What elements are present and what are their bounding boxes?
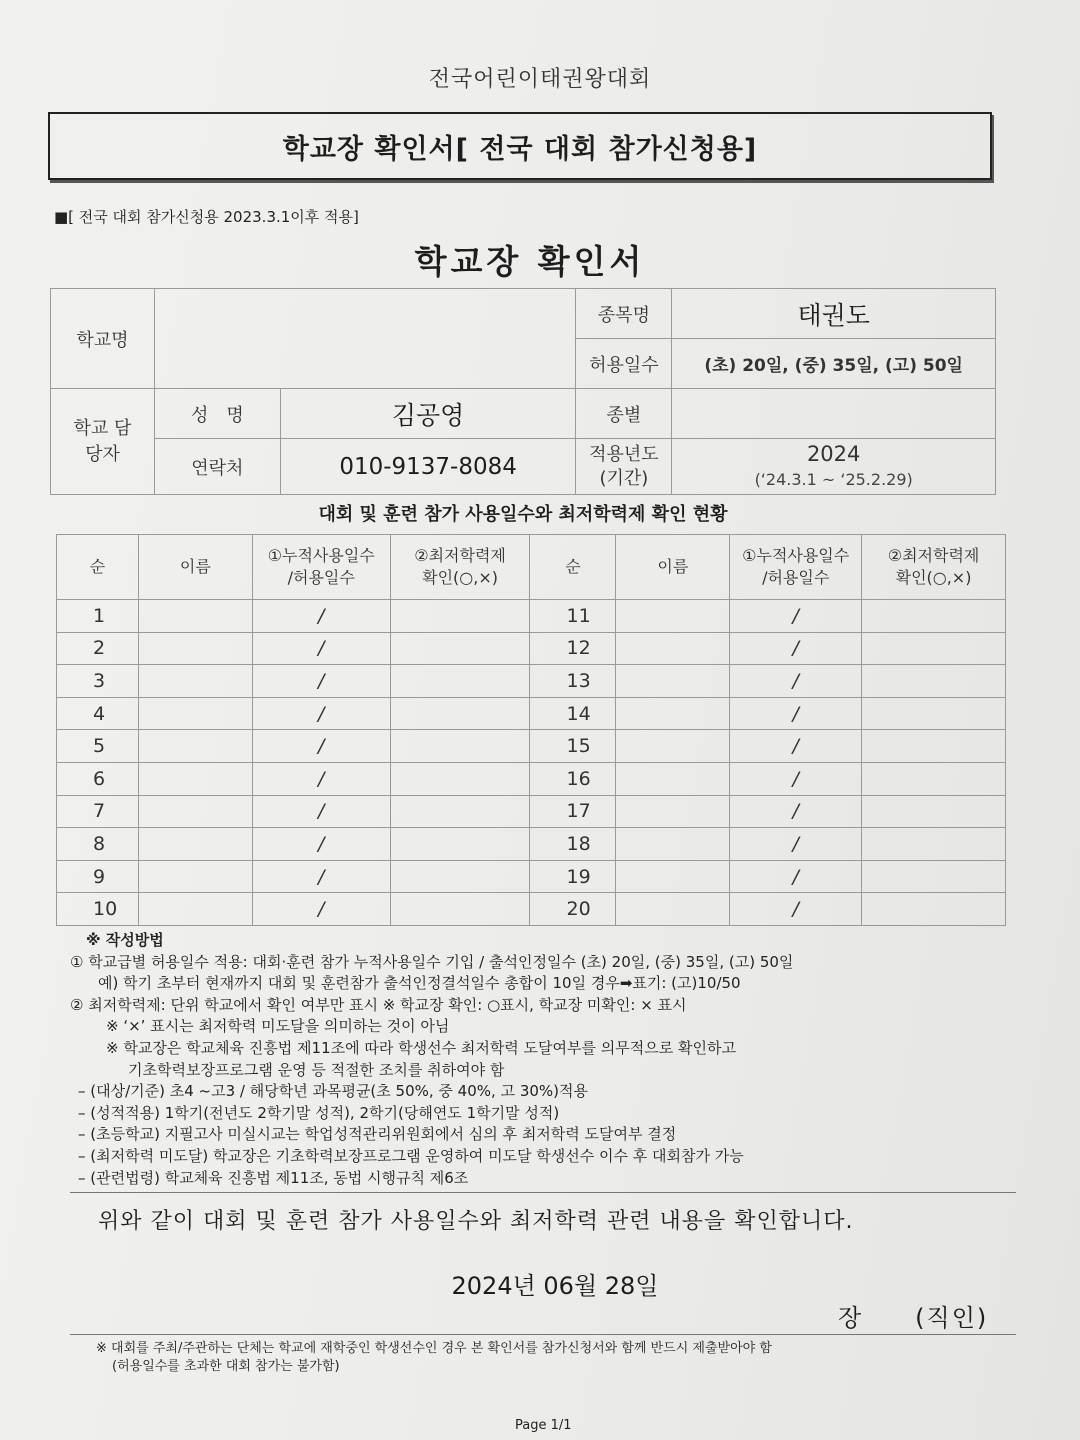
row-name-field-right[interactable] xyxy=(616,697,730,730)
row-seq-right: 12 xyxy=(530,632,616,665)
row-seq-right: 16 xyxy=(530,762,616,795)
manager-label: 학교 담당자 xyxy=(51,389,155,495)
row-check-field[interactable] xyxy=(390,600,530,633)
form-title-box xyxy=(48,112,992,180)
table-row xyxy=(57,860,1006,893)
col-check-header-right-line2: 확인(○,×) xyxy=(895,568,972,587)
row-name-field-right[interactable] xyxy=(616,600,730,633)
row-seq: 6 xyxy=(57,762,139,795)
footnote xyxy=(96,1340,1016,1376)
participation-table xyxy=(56,534,1006,926)
table-header-row xyxy=(57,535,1006,600)
apply-year-period: (‘24.3.1 ~ ‘25.2.29) xyxy=(754,469,913,489)
table-row xyxy=(57,600,1006,633)
row-seq: 1 xyxy=(57,600,139,633)
col-days-header-right-line2: /허용일수 xyxy=(762,568,830,587)
col-seq-header-right: 순 xyxy=(530,535,616,600)
row-days-field-right[interactable]: / xyxy=(730,697,862,730)
row-name-field-right[interactable] xyxy=(616,795,730,828)
row-name-field-right[interactable] xyxy=(616,762,730,795)
person-name-label: 성 명 xyxy=(154,389,280,439)
row-name-field-right[interactable] xyxy=(616,828,730,861)
row-seq: 10 xyxy=(57,893,139,926)
row-name-field[interactable] xyxy=(138,600,252,633)
instruction-line: – (관련법령) 학교체육 진흥법 제11조, 동법 시행규칙 제6조 xyxy=(78,1168,469,1187)
row-days-field-right[interactable]: / xyxy=(730,893,862,926)
col-check-header-line1: ②최저학력제 xyxy=(414,546,506,565)
row-seq-right: 18 xyxy=(530,828,616,861)
contact-label: 연락처 xyxy=(154,439,280,495)
school-name-label: 학교명 xyxy=(51,289,155,389)
instruction-line: ※ ‘×’ 표시는 최저학력 미도달을 의미하는 것이 아님 xyxy=(106,1017,450,1036)
table-row xyxy=(57,730,1006,763)
row-name-field-right[interactable] xyxy=(616,665,730,698)
col-days-header-line1: ①누적사용일수 xyxy=(267,546,375,565)
row-days-field[interactable]: / xyxy=(252,860,390,893)
instruction-line: – (대상/기준) 초4 ~고3 / 해당학년 과목평균(초 50%, 중 40%, 고 30%)적용 xyxy=(78,1082,588,1101)
col-check-header xyxy=(390,535,530,600)
divider xyxy=(70,1192,1016,1193)
table-row xyxy=(57,828,1006,861)
row-check-field-right[interactable] xyxy=(862,730,1006,763)
row-seq: 3 xyxy=(57,665,139,698)
row-days-field[interactable]: / xyxy=(252,665,390,698)
row-name-field[interactable] xyxy=(138,697,252,730)
row-name-field-right[interactable] xyxy=(616,893,730,926)
row-days-field[interactable]: / xyxy=(252,795,390,828)
table-row xyxy=(57,893,1006,926)
contact-value: 010-9137-8084 xyxy=(280,439,576,495)
section-title: 대회 및 훈련 참가 사용일수와 최저학력제 확인 현황 xyxy=(318,504,728,525)
row-check-field[interactable] xyxy=(390,665,530,698)
row-check-field-right[interactable] xyxy=(862,762,1006,795)
row-check-field-right[interactable] xyxy=(862,860,1006,893)
page-number: Page 1/1 xyxy=(515,1418,572,1433)
person-name-value: 김공영 xyxy=(280,389,576,439)
event-value: 태권도 xyxy=(672,289,996,339)
document-title: 학교장 확인서 xyxy=(414,242,646,281)
school-name-field[interactable] xyxy=(154,289,576,389)
row-seq: 8 xyxy=(57,828,139,861)
row-check-field-right[interactable] xyxy=(862,795,1006,828)
col-name-header: 이름 xyxy=(138,535,252,600)
row-days-field-right[interactable]: / xyxy=(730,632,862,665)
col-check-header-right-line1: ②최저학력제 xyxy=(887,546,980,565)
row-days-field[interactable]: / xyxy=(252,730,390,763)
apply-year-value: 2024 xyxy=(806,441,861,466)
row-seq: 2 xyxy=(57,632,139,665)
col-days-header-line2: /허용일수 xyxy=(287,568,355,587)
organization-name: 전국어린이태권왕대회 xyxy=(428,67,652,92)
row-days-field[interactable]: / xyxy=(252,828,390,861)
row-days-field-right[interactable]: / xyxy=(730,828,862,861)
table-row xyxy=(57,632,1006,665)
allowed-days-value: (초) 20일, (중) 35일, (고) 50일 xyxy=(672,339,996,389)
footnote-line: ※ 대회를 주최/주관하는 단체는 학교에 재학중인 학생선수인 경우 본 확인서를 참가신청서와 함께 반드시 제출받아야 함 xyxy=(96,1341,772,1356)
row-days-field-right[interactable]: / xyxy=(730,665,862,698)
instruction-line: 예) 학기 초부터 현재까지 대회 및 훈련참가 출석인정결석일수 총합이 10일 경우➡표기: (고)10/50 xyxy=(98,974,741,993)
row-days-field[interactable]: / xyxy=(252,632,390,665)
row-check-field[interactable] xyxy=(390,828,530,861)
row-check-field[interactable] xyxy=(390,730,530,763)
row-seq: 7 xyxy=(57,795,139,828)
allowed-days-label: 허용일수 xyxy=(576,339,672,389)
instructions-title: ※ 작성방법 xyxy=(86,931,164,949)
row-seq-right: 19 xyxy=(530,860,616,893)
info-table xyxy=(50,288,996,495)
row-days-field-right[interactable]: / xyxy=(730,795,862,828)
apply-year-cell xyxy=(672,439,996,495)
row-days-field[interactable]: / xyxy=(252,762,390,795)
row-days-field-right[interactable]: / xyxy=(730,762,862,795)
row-check-field-right[interactable] xyxy=(862,828,1006,861)
row-days-field-right[interactable]: / xyxy=(730,600,862,633)
row-seq-right: 14 xyxy=(530,697,616,730)
row-check-field[interactable] xyxy=(390,697,530,730)
table-row xyxy=(57,762,1006,795)
col-seq-header: 순 xyxy=(57,535,139,600)
instruction-line: – (성적적용) 1학기(전년도 2학기말 성적), 2학기(당해연도 1학기말 성적) xyxy=(78,1103,560,1122)
row-name-field-right[interactable] xyxy=(616,860,730,893)
row-name-field-right[interactable] xyxy=(616,730,730,763)
row-check-field[interactable] xyxy=(390,762,530,795)
row-seq: 9 xyxy=(57,860,139,893)
instruction-line: ※ 학교장은 학교체육 진흥법 제11조에 따라 학생선수 최저학력 도달여부를 의무적으로 확인하고 xyxy=(106,1038,736,1057)
row-seq-right: 17 xyxy=(530,795,616,828)
col-check-header-right xyxy=(862,535,1006,600)
row-name-field[interactable] xyxy=(138,795,252,828)
table-row xyxy=(57,697,1006,730)
instruction-line: ① 학교급별 허용일수 적용: 대회·훈련 참가 누적사용일수 기입 / 출석인정일수 (초) 20일, (중) 35일, (고) 50일 xyxy=(70,952,794,971)
row-days-field-right[interactable]: / xyxy=(730,730,862,763)
row-check-field-right[interactable] xyxy=(862,665,1006,698)
col-name-header-right: 이름 xyxy=(616,535,730,600)
row-name-field[interactable] xyxy=(138,730,252,763)
row-name-field[interactable] xyxy=(138,762,252,795)
col-days-header xyxy=(252,535,390,600)
row-seq-right: 13 xyxy=(530,665,616,698)
row-name-field[interactable] xyxy=(138,860,252,893)
row-check-field[interactable] xyxy=(390,860,530,893)
row-name-field[interactable] xyxy=(138,828,252,861)
row-days-field[interactable]: / xyxy=(252,893,390,926)
row-check-field-right[interactable] xyxy=(862,632,1006,665)
col-days-header-right-line1: ①누적사용일수 xyxy=(742,546,850,565)
row-name-field[interactable] xyxy=(138,665,252,698)
table-row xyxy=(57,795,1006,828)
instruction-line: – (최저학력 미도달) 학교장은 기초학력보장프로그램 운영하여 미도달 학생선수 이수 후 대회참가 가능 xyxy=(78,1146,744,1165)
row-check-field[interactable] xyxy=(390,795,530,828)
row-check-field[interactable] xyxy=(390,893,530,926)
col-days-header-right xyxy=(730,535,862,600)
row-days-field-right[interactable]: / xyxy=(730,860,862,893)
row-check-field-right[interactable] xyxy=(862,893,1006,926)
instruction-line: 기초학력보장프로그램 운영 등 적절한 조치를 취하여야 함 xyxy=(128,1060,505,1079)
event-label: 종목명 xyxy=(576,289,672,339)
principal-seal-label: 장 (직인) xyxy=(838,1304,989,1332)
col-check-header-line2: 확인(○,×) xyxy=(422,568,498,587)
instruction-line: – (초등학교) 지필고사 미실시교는 학업성적관리위원회에서 심의 후 최저학력 도달여부 결정 xyxy=(78,1125,677,1144)
row-seq: 5 xyxy=(57,730,139,763)
confirmation-statement: 위와 같이 대회 및 훈련 참가 사용일수와 최저학력 관련 내용을 확인합니다. xyxy=(98,1209,854,1234)
participation-table-body xyxy=(57,535,1006,926)
row-seq-right: 20 xyxy=(530,893,616,926)
row-days-field[interactable]: / xyxy=(252,600,390,633)
signature-date: 2024년 06월 28일 xyxy=(451,1272,659,1300)
form-version-note: ■[ 전국 대회 참가신청용 2023.3.1이후 적용] xyxy=(54,208,359,226)
row-seq: 4 xyxy=(57,697,139,730)
category-label: 종별 xyxy=(576,389,672,439)
footnote-line: (허용일수를 초과한 대회 참가는 불가함) xyxy=(112,1359,340,1374)
row-name-field[interactable] xyxy=(138,893,252,926)
apply-year-label: 적용년도 (기간) xyxy=(576,439,672,495)
row-check-field-right[interactable] xyxy=(862,697,1006,730)
form-title: 학교장 확인서[ 전국 대회 참가신청용] xyxy=(282,133,758,165)
category-field[interactable] xyxy=(672,389,996,439)
instruction-line: ② 최저학력제: 단위 학교에서 확인 여부만 표시 ※ 학교장 확인: ○표시, 학교장 미확인: × 표시 xyxy=(70,995,687,1014)
row-days-field[interactable]: / xyxy=(252,697,390,730)
row-name-field[interactable] xyxy=(138,632,252,665)
table-row xyxy=(57,665,1006,698)
row-check-field[interactable] xyxy=(390,632,530,665)
row-name-field-right[interactable] xyxy=(616,632,730,665)
row-seq-right: 11 xyxy=(530,600,616,633)
divider xyxy=(70,1334,1016,1335)
row-seq-right: 15 xyxy=(530,730,616,763)
instructions xyxy=(70,930,1000,1189)
row-check-field-right[interactable] xyxy=(862,600,1006,633)
